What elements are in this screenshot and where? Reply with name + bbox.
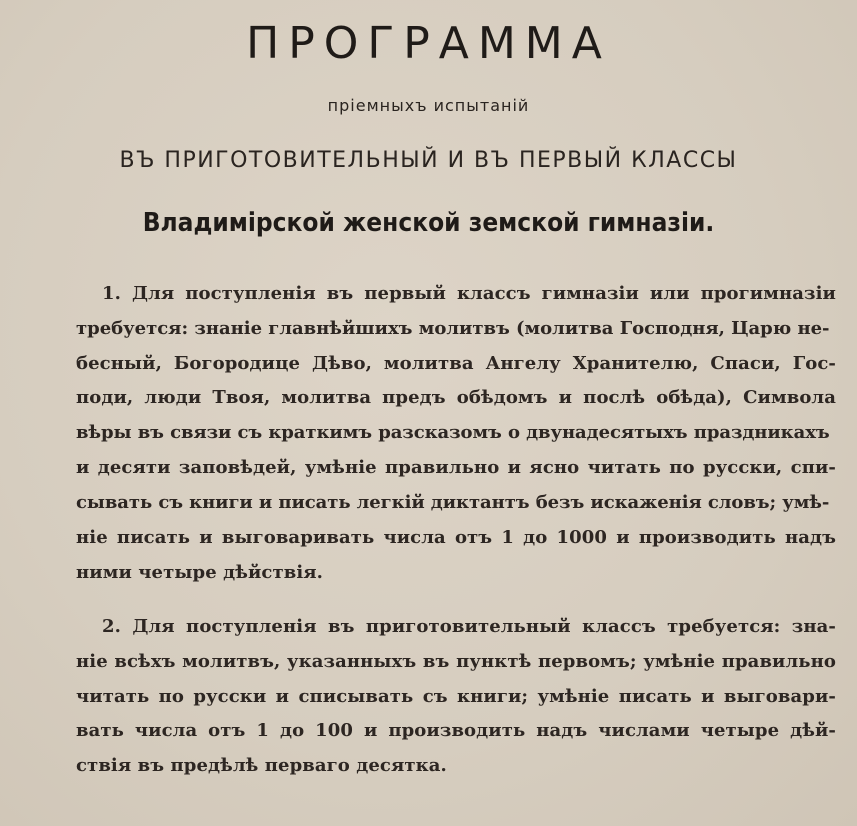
- paragraph-1-line: бесный, Богородице Дѣво, молитва Ангелу Хранителю, Спаси, Гос-: [76, 353, 836, 374]
- paragraph-1-line: ніе писать и выговаривать числа отъ 1 до 1000 и производить надъ: [76, 527, 836, 548]
- paragraph-1-line: и десяти заповѣдей, умѣніе правильно и ясно читать по русски, спи-: [76, 457, 836, 478]
- subtitle-exams: пріемныхъ испытаній: [327, 96, 530, 115]
- paragraph-2-line: ствія въ предѣлѣ перваго десятка.: [76, 755, 447, 776]
- paragraph-1-line: 1. Для поступленія въ первый классъ гимназіи или прогимназіи: [102, 283, 836, 304]
- paragraph-2-line: ніе всѣхъ молитвъ, указанныхъ въ пунктѣ первомъ; умѣніе правильно: [76, 651, 836, 672]
- paragraph-2-line: 2. Для поступленія въ приготовительный классъ требуется: зна-: [102, 616, 836, 637]
- paragraph-2-line: читать по русски и списывать съ книги; умѣніе писать и выговари-: [76, 686, 836, 707]
- paragraph-1-line: вѣры въ связи съ краткимъ разсказомъ о двунадесятыхъ праздникахъ: [76, 422, 830, 443]
- paragraph-1-line: ними четыре дѣйствія.: [76, 562, 324, 583]
- paragraph-2-line: вать числа отъ 1 до 100 и производить надъ числами четыре дѣй-: [76, 720, 836, 741]
- subtitle-gymnasium: Владимірской женской земской гимназіи.: [142, 208, 715, 238]
- page-title: ПРОГРАММА: [246, 18, 611, 69]
- paragraph-1-line: сывать съ книги и писать легкій диктантъ безъ искаженія словъ; умѣ-: [76, 492, 830, 513]
- paragraph-1-line: поди, люди Твоя, молитва предъ обѣдомъ и послѣ обѣда), Символа: [76, 387, 836, 408]
- paragraph-1-line: требуется: знаніе главнѣйшихъ молитвъ (молитва Господня, Царю не-: [76, 318, 830, 339]
- subtitle-classes: ВЪ ПРИГОТОВИТЕЛЬНЫЙ И ВЪ ПЕРВЫЙ КЛАССЫ: [119, 148, 738, 173]
